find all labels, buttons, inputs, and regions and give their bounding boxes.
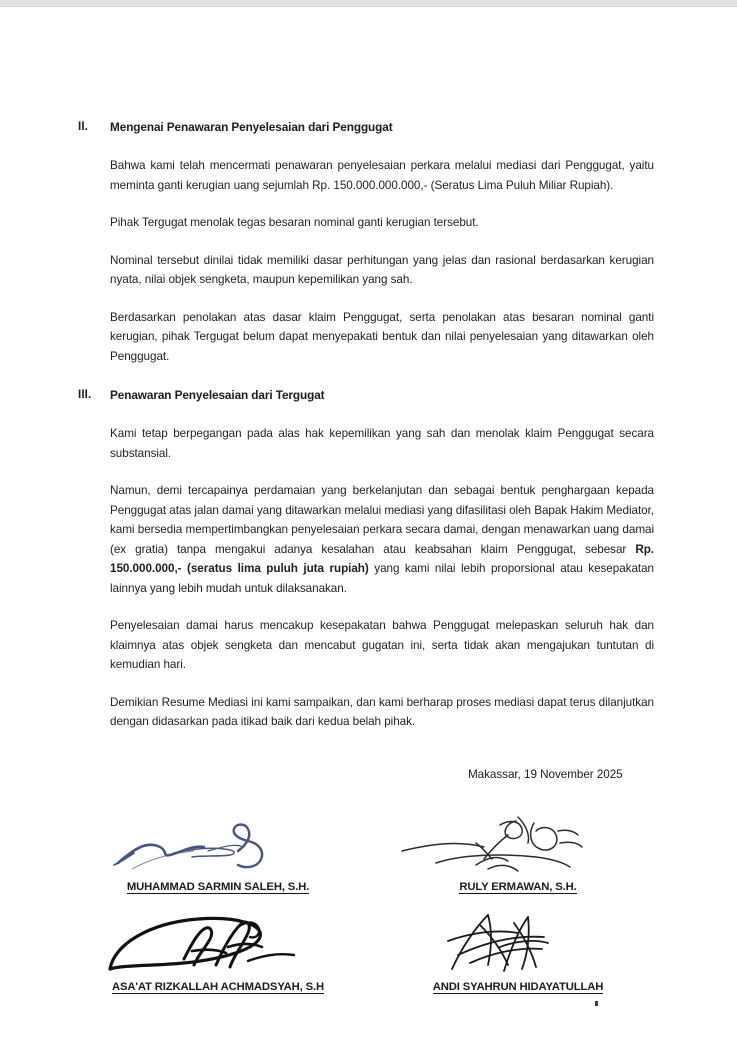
spacer xyxy=(78,463,654,481)
section-heading-iii xyxy=(78,388,654,402)
signatory-name-3: ASA'AT RIZKALLAH ACHMADSYAH, S.H xyxy=(111,981,325,993)
spacer xyxy=(78,136,654,156)
paragraph-iii-offer xyxy=(110,481,654,598)
spacer xyxy=(78,233,654,251)
paragraph-iii-1: Kami tetap berpegangan pada alas hak kepemilikan yang sah dan menolak klaim Penggugat secara substansial. xyxy=(110,427,654,460)
signature-mark-1 xyxy=(88,807,348,875)
signatory-cell-2 xyxy=(388,807,648,893)
section-heading-ii xyxy=(78,120,654,134)
spacer xyxy=(78,195,654,213)
signatory-cell-3 xyxy=(88,907,348,993)
spacer xyxy=(78,675,654,693)
section-numeral-iii: III. xyxy=(78,388,92,401)
signature-date: Makassar, 19 November 2025 xyxy=(468,768,623,781)
spacer xyxy=(78,404,654,424)
signatory-name-2: RULY ERMAWAN, S.H. xyxy=(459,881,577,893)
signature-row-bottom xyxy=(78,907,654,993)
spacer xyxy=(78,290,654,308)
signature-block xyxy=(78,768,654,993)
paragraph-ii-4: Berdasarkan penolakan atas dasar klaim Penggugat, serta penolakan atas besaran nominal ganti kerugian, pihak Tergugat belum dapat menyepakati bentuk dan nilai penyelesaian yang ditawarkan oleh Penggugat. xyxy=(110,310,654,363)
page-artifact-dot xyxy=(595,1001,598,1006)
signatory-name-1: MUHAMMAD SARMIN SALEH, S.H. xyxy=(126,881,310,893)
document-page xyxy=(0,8,737,1037)
section-numeral-ii: II. xyxy=(78,120,88,133)
signatory-name-4: ANDI SYAHRUN HIDAYATULLAH xyxy=(432,981,604,993)
signature-mark-4 xyxy=(388,907,648,975)
offer-text-before: Namun, demi tercapainya perdamaian yang berkelanjutan dan sebagai bentuk penghargaan kepada Penggugat atas jalan damai yang ditawarkan melalui mediasi yang difasilitasi oleh Bapak Hakim Mediator, kami bersedia mempertimbangkan penyelesaian perkara secara damai, dengan menawarkan uang damai (ex gratia) tanpa mengakui adanya kesalahan atau keabsahan klaim Penggugat, sebesar xyxy=(110,484,654,556)
signature-mark-3 xyxy=(88,907,348,975)
paragraph-iii-3: Demikian Resume Mediasi ini kami sampaikan, dan kami berharap proses mediasi dapat terus dilanjutkan dengan didasarkan pada itikad baik dari kedua belah pihak. xyxy=(110,695,654,728)
spacer xyxy=(78,366,654,388)
window-top-band xyxy=(0,0,737,7)
offer-text-after: yang kami nilai lebih proporsional atau kesepakatan lainnya yang lebih mudah untuk dilaksanakan. xyxy=(110,562,655,595)
signatory-cell-1 xyxy=(88,807,348,893)
signature-mark-2 xyxy=(388,807,648,875)
offer-amount: Rp. 150.000.000,- (seratus lima puluh juta rupiah) xyxy=(110,542,654,575)
signatory-cell-4 xyxy=(388,907,648,993)
signature-row-top xyxy=(78,807,654,893)
paragraph-ii-2: Pihak Tergugat menolak tegas besaran nominal ganti kerugian tersebut. xyxy=(110,216,479,229)
paragraph-ii-1: Bahwa kami telah mencermati penawaran penyelesaian perkara melalui mediasi dari Penggugat, yaitu meminta ganti kerugian uang sejumlah Rp. 150.000.000.000,- (Seratus Lima Puluh Miliar Rupiah). xyxy=(110,159,654,192)
section-title-iii: Penawaran Penyelesaian dari Tergugat xyxy=(110,388,325,402)
document-body xyxy=(78,120,654,732)
paragraph-iii-2: Penyelesaian damai harus mencakup kesepakatan bahwa Penggugat melepaskan seluruh hak dan klaimnya atas objek sengketa dan mencabut gugatan ini, serta tidak akan mengajukan tuntutan di kemudian hari. xyxy=(110,619,654,671)
paragraph-ii-3: Nominal tersebut dinilai tidak memiliki dasar perhitungan yang jelas dan rasional berdasarkan kerugian nyata, nilai objek sengketa, maupun kepemilikan yang sah. xyxy=(110,253,654,286)
spacer xyxy=(78,598,654,616)
section-title-ii: Mengenai Penawaran Penyelesaian dari Penggugat xyxy=(110,120,393,134)
